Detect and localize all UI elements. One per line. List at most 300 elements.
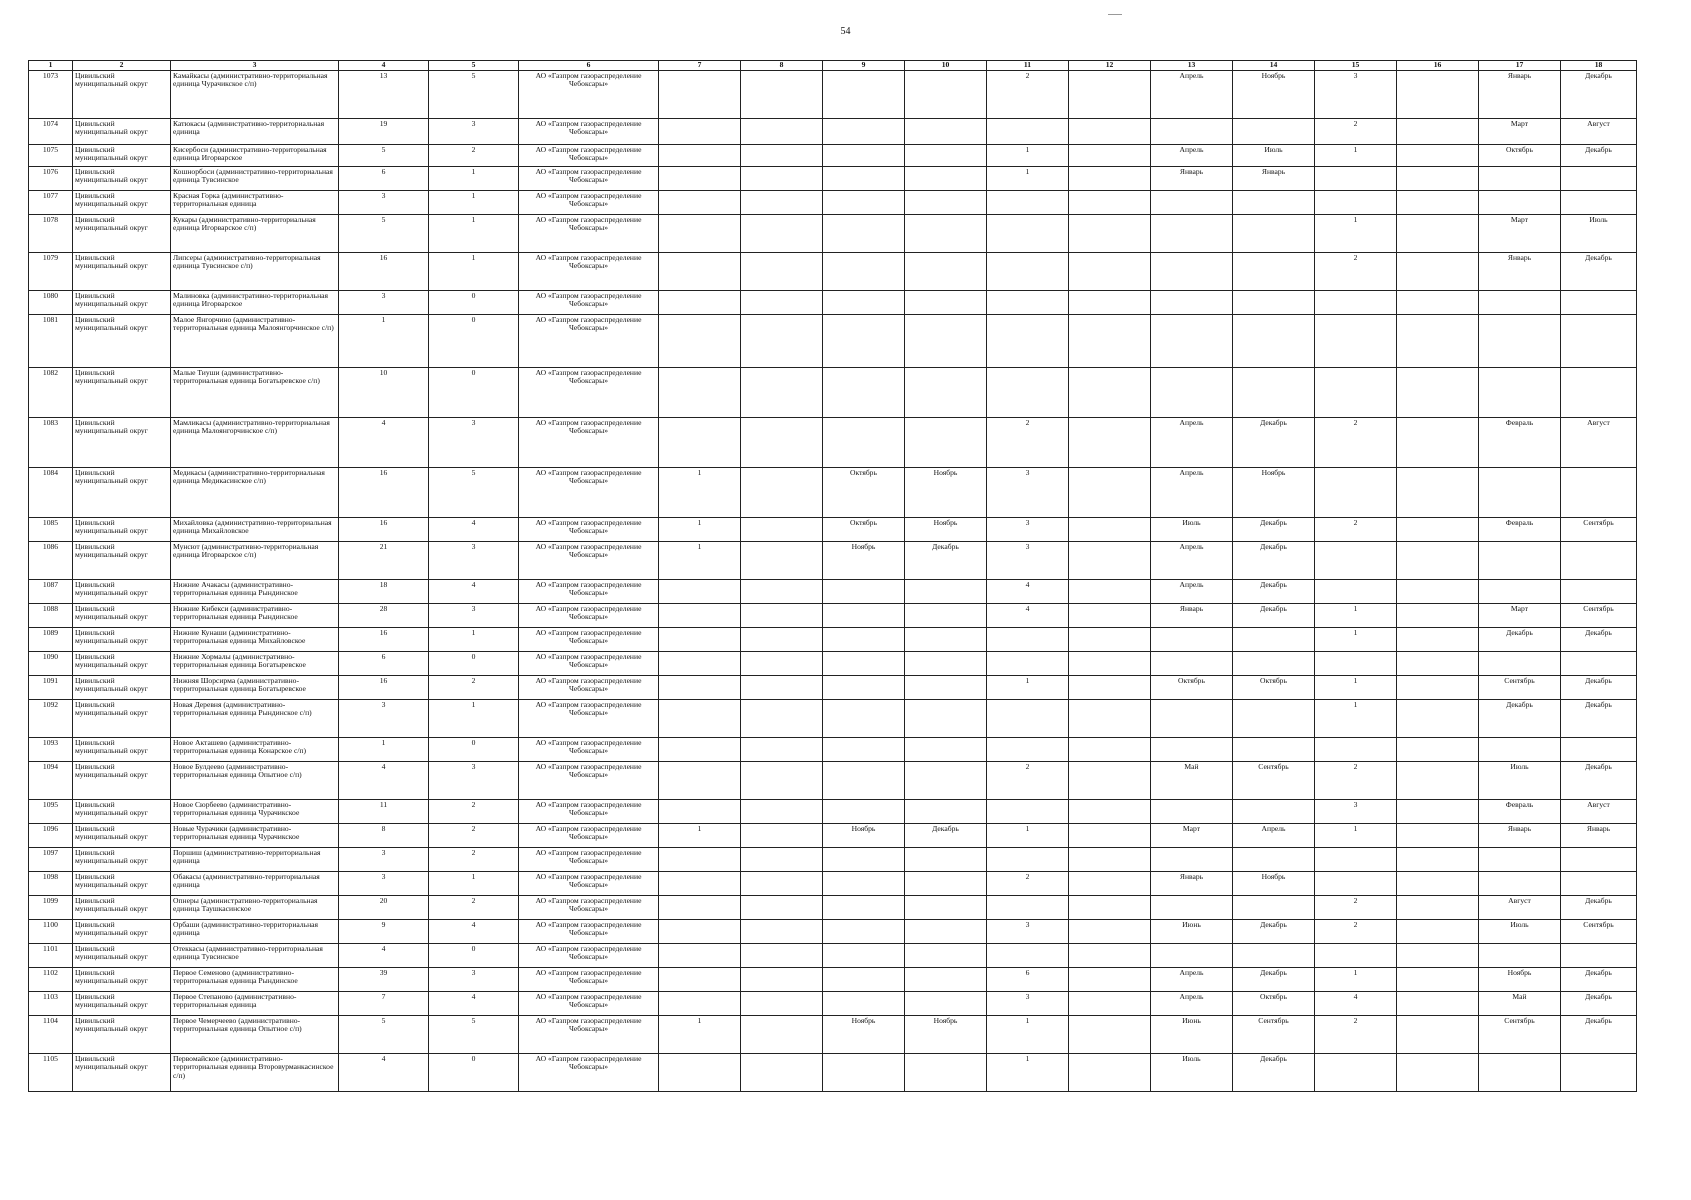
cell-col-12: [1069, 799, 1151, 823]
cell-col-14: Апрель: [1233, 823, 1315, 847]
cell-col-10: [905, 118, 987, 144]
cell-col-13: Апрель: [1151, 144, 1233, 166]
cell-col-16: [1397, 118, 1479, 144]
cell-col-4: 16: [339, 675, 429, 699]
cell-col-8: [741, 871, 823, 895]
cell-col-12: [1069, 541, 1151, 579]
cell-col-8: [741, 675, 823, 699]
cell-col-11: [987, 118, 1069, 144]
cell-col-17: [1479, 847, 1561, 871]
cell-col-12: [1069, 118, 1151, 144]
cell-col-14: Июль: [1233, 144, 1315, 166]
cell-col-12: [1069, 1053, 1151, 1091]
cell-col-10: [905, 871, 987, 895]
cell-col-3: Нижние Кибекси (административно-территориальная единица Рындинское: [171, 603, 339, 627]
cell-col-18: Декабрь: [1561, 675, 1637, 699]
cell-col-12: [1069, 823, 1151, 847]
cell-col-13: Апрель: [1151, 417, 1233, 467]
cell-col-14: [1233, 290, 1315, 314]
cell-col-16: [1397, 166, 1479, 190]
cell-col-10: Декабрь: [905, 823, 987, 847]
cell-col-13: Январь: [1151, 603, 1233, 627]
cell-col-4: 5: [339, 144, 429, 166]
cell-col-11: 2: [987, 871, 1069, 895]
cell-col-9: [823, 190, 905, 214]
cell-col-6: АО «Газпром газораспределение Чебоксары»: [519, 1015, 659, 1053]
cell-col-13: [1151, 737, 1233, 761]
cell-col-3: Кукары (административно-территориальная единица Игорварское с/п): [171, 214, 339, 252]
cell-col-4: 4: [339, 943, 429, 967]
cell-col-3: Обакасы (административно-территориальная единица: [171, 871, 339, 895]
cell-col-11: [987, 290, 1069, 314]
table-row: [29, 823, 1637, 847]
cell-col-16: [1397, 603, 1479, 627]
table-row: [29, 118, 1637, 144]
cell-col-8: [741, 290, 823, 314]
cell-col-17: Ноябрь: [1479, 967, 1561, 991]
cell-col-14: Ноябрь: [1233, 871, 1315, 895]
cell-col-6: АО «Газпром газораспределение Чебоксары»: [519, 190, 659, 214]
cell-col-13: [1151, 627, 1233, 651]
cell-col-8: [741, 1015, 823, 1053]
cell-col-8: [741, 943, 823, 967]
cell-col-3: Первое Чемерчеево (административно-территориальная единица Опытное с/п): [171, 1015, 339, 1053]
cell-col-18: [1561, 737, 1637, 761]
cell-col-2: Цивильский муниципальный округ: [73, 991, 171, 1015]
cell-col-10: [905, 417, 987, 467]
cell-col-17: [1479, 190, 1561, 214]
cell-col-18: Июль: [1561, 214, 1637, 252]
cell-col-5: 1: [429, 627, 519, 651]
cell-col-9: [823, 1053, 905, 1091]
cell-col-7: [659, 627, 741, 651]
cell-col-8: [741, 314, 823, 367]
cell-col-15: 1: [1315, 699, 1397, 737]
cell-col-11: 3: [987, 517, 1069, 541]
cell-col-4: 10: [339, 367, 429, 417]
cell-col-17: [1479, 541, 1561, 579]
cell-col-1: 1090: [29, 651, 73, 675]
cell-col-1: 1081: [29, 314, 73, 367]
cell-col-10: [905, 737, 987, 761]
cell-col-13: Июль: [1151, 1053, 1233, 1091]
cell-col-14: [1233, 627, 1315, 651]
cell-col-15: 2: [1315, 1015, 1397, 1053]
column-header-10: 10: [905, 61, 987, 71]
cell-col-1: 1095: [29, 799, 73, 823]
table-row: [29, 699, 1637, 737]
cell-col-7: [659, 118, 741, 144]
cell-col-5: 4: [429, 579, 519, 603]
cell-col-5: 2: [429, 799, 519, 823]
cell-col-14: Ноябрь: [1233, 70, 1315, 118]
cell-col-2: Цивильский муниципальный округ: [73, 1053, 171, 1091]
cell-col-12: [1069, 895, 1151, 919]
cell-col-11: 1: [987, 823, 1069, 847]
cell-col-14: [1233, 895, 1315, 919]
cell-col-6: АО «Газпром газораспределение Чебоксары»: [519, 517, 659, 541]
cell-col-15: 2: [1315, 919, 1397, 943]
cell-col-17: [1479, 367, 1561, 417]
cell-col-9: [823, 799, 905, 823]
cell-col-11: 4: [987, 579, 1069, 603]
cell-col-18: Декабрь: [1561, 627, 1637, 651]
cell-col-8: [741, 761, 823, 799]
table-row: [29, 675, 1637, 699]
cell-col-18: [1561, 314, 1637, 367]
cell-col-14: [1233, 118, 1315, 144]
cell-col-5: 0: [429, 737, 519, 761]
column-header-5: 5: [429, 61, 519, 71]
cell-col-17: Март: [1479, 603, 1561, 627]
cell-col-2: Цивильский муниципальный округ: [73, 823, 171, 847]
cell-col-4: 39: [339, 967, 429, 991]
cell-col-11: [987, 314, 1069, 367]
cell-col-1: 1077: [29, 190, 73, 214]
cell-col-3: Медикасы (административно-территориальная единица Медикасинское с/п): [171, 467, 339, 517]
cell-col-6: АО «Газпром газораспределение Чебоксары»: [519, 314, 659, 367]
cell-col-5: 5: [429, 467, 519, 517]
cell-col-7: [659, 761, 741, 799]
cell-col-9: [823, 943, 905, 967]
cell-col-13: Апрель: [1151, 967, 1233, 991]
cell-col-14: Ноябрь: [1233, 467, 1315, 517]
table-body: [29, 70, 1637, 1091]
column-header-13: 13: [1151, 61, 1233, 71]
column-header-1: 1: [29, 61, 73, 71]
cell-col-4: 7: [339, 991, 429, 1015]
cell-col-13: [1151, 699, 1233, 737]
cell-col-4: 6: [339, 166, 429, 190]
table-row: [29, 314, 1637, 367]
header-row: [29, 61, 1637, 71]
table-row: [29, 70, 1637, 118]
cell-col-17: [1479, 651, 1561, 675]
cell-col-14: Декабрь: [1233, 517, 1315, 541]
cell-col-14: Декабрь: [1233, 417, 1315, 467]
column-header-3: 3: [171, 61, 339, 71]
cell-col-15: 1: [1315, 603, 1397, 627]
cell-col-13: Апрель: [1151, 991, 1233, 1015]
cell-col-5: 1: [429, 214, 519, 252]
cell-col-13: [1151, 847, 1233, 871]
cell-col-6: АО «Газпром газораспределение Чебоксары»: [519, 290, 659, 314]
cell-col-6: АО «Газпром газораспределение Чебоксары»: [519, 367, 659, 417]
cell-col-15: 1: [1315, 967, 1397, 991]
cell-col-6: АО «Газпром газораспределение Чебоксары»: [519, 70, 659, 118]
cell-col-15: 3: [1315, 799, 1397, 823]
cell-col-12: [1069, 871, 1151, 895]
cell-col-13: [1151, 214, 1233, 252]
cell-col-14: [1233, 699, 1315, 737]
cell-col-3: Малое Янгорчино (административно-территориальная единица Малоянгорчинское с/п): [171, 314, 339, 367]
cell-col-16: [1397, 991, 1479, 1015]
cell-col-12: [1069, 467, 1151, 517]
cell-col-4: 19: [339, 118, 429, 144]
cell-col-13: [1151, 367, 1233, 417]
cell-col-5: 3: [429, 761, 519, 799]
table-row: [29, 579, 1637, 603]
cell-col-12: [1069, 252, 1151, 290]
cell-col-4: 6: [339, 651, 429, 675]
cell-col-7: [659, 871, 741, 895]
cell-col-15: 3: [1315, 70, 1397, 118]
cell-col-1: 1088: [29, 603, 73, 627]
cell-col-7: [659, 991, 741, 1015]
cell-col-11: 6: [987, 967, 1069, 991]
cell-col-11: 1: [987, 1053, 1069, 1091]
cell-col-8: [741, 1053, 823, 1091]
cell-col-14: Январь: [1233, 166, 1315, 190]
cell-col-13: Апрель: [1151, 579, 1233, 603]
cell-col-15: 2: [1315, 761, 1397, 799]
cell-col-16: [1397, 737, 1479, 761]
cell-col-11: 3: [987, 991, 1069, 1015]
cell-col-10: [905, 314, 987, 367]
cell-col-6: АО «Газпром газораспределение Чебоксары»: [519, 847, 659, 871]
cell-col-18: [1561, 847, 1637, 871]
table-row: [29, 847, 1637, 871]
cell-col-15: 1: [1315, 823, 1397, 847]
cell-col-2: Цивильский муниципальный округ: [73, 118, 171, 144]
cell-col-16: [1397, 627, 1479, 651]
cell-col-4: 4: [339, 761, 429, 799]
cell-col-6: АО «Газпром газораспределение Чебоксары»: [519, 417, 659, 467]
cell-col-11: [987, 699, 1069, 737]
cell-col-16: [1397, 871, 1479, 895]
cell-col-5: 5: [429, 70, 519, 118]
cell-col-8: [741, 70, 823, 118]
cell-col-8: [741, 737, 823, 761]
top-mark: [1108, 14, 1122, 15]
cell-col-1: 1075: [29, 144, 73, 166]
cell-col-12: [1069, 847, 1151, 871]
cell-col-13: Июнь: [1151, 919, 1233, 943]
cell-col-16: [1397, 967, 1479, 991]
cell-col-1: 1104: [29, 1015, 73, 1053]
cell-col-6: АО «Газпром газораспределение Чебоксары»: [519, 967, 659, 991]
cell-col-12: [1069, 737, 1151, 761]
cell-col-18: Август: [1561, 799, 1637, 823]
cell-col-13: [1151, 895, 1233, 919]
cell-col-2: Цивильский муниципальный округ: [73, 603, 171, 627]
cell-col-9: [823, 991, 905, 1015]
cell-col-15: [1315, 190, 1397, 214]
cell-col-2: Цивильский муниципальный округ: [73, 1015, 171, 1053]
cell-col-15: [1315, 467, 1397, 517]
cell-col-17: Май: [1479, 991, 1561, 1015]
cell-col-13: Апрель: [1151, 541, 1233, 579]
cell-col-17: Август: [1479, 895, 1561, 919]
cell-col-13: Май: [1151, 761, 1233, 799]
cell-col-18: [1561, 541, 1637, 579]
cell-col-9: [823, 290, 905, 314]
cell-col-11: [987, 214, 1069, 252]
cell-col-9: [823, 367, 905, 417]
cell-col-12: [1069, 290, 1151, 314]
cell-col-10: [905, 290, 987, 314]
cell-col-11: 1: [987, 166, 1069, 190]
cell-col-16: [1397, 799, 1479, 823]
cell-col-15: 2: [1315, 118, 1397, 144]
cell-col-17: [1479, 467, 1561, 517]
cell-col-2: Цивильский муниципальный округ: [73, 967, 171, 991]
cell-col-7: 1: [659, 541, 741, 579]
cell-col-9: [823, 118, 905, 144]
cell-col-4: 1: [339, 737, 429, 761]
column-header-6: 6: [519, 61, 659, 71]
cell-col-2: Цивильский муниципальный округ: [73, 541, 171, 579]
cell-col-6: АО «Газпром газораспределение Чебоксары»: [519, 799, 659, 823]
cell-col-11: 3: [987, 467, 1069, 517]
cell-col-4: 4: [339, 417, 429, 467]
cell-col-3: Михайловка (административно-территориальная единица Михайловское: [171, 517, 339, 541]
cell-col-8: [741, 252, 823, 290]
cell-col-11: [987, 252, 1069, 290]
table-row: [29, 367, 1637, 417]
cell-col-9: [823, 417, 905, 467]
cell-col-15: 2: [1315, 252, 1397, 290]
table-row: [29, 627, 1637, 651]
cell-col-4: 3: [339, 699, 429, 737]
cell-col-9: [823, 579, 905, 603]
cell-col-6: АО «Газпром газораспределение Чебоксары»: [519, 943, 659, 967]
cell-col-8: [741, 847, 823, 871]
cell-col-10: [905, 967, 987, 991]
cell-col-8: [741, 627, 823, 651]
cell-col-1: 1085: [29, 517, 73, 541]
cell-col-6: АО «Газпром газораспределение Чебоксары»: [519, 737, 659, 761]
cell-col-17: [1479, 314, 1561, 367]
cell-col-2: Цивильский муниципальный округ: [73, 144, 171, 166]
cell-col-17: Январь: [1479, 823, 1561, 847]
cell-col-14: [1233, 651, 1315, 675]
cell-col-9: Ноябрь: [823, 541, 905, 579]
cell-col-5: 5: [429, 1015, 519, 1053]
cell-col-17: [1479, 290, 1561, 314]
cell-col-18: [1561, 579, 1637, 603]
cell-col-12: [1069, 991, 1151, 1015]
cell-col-1: 1099: [29, 895, 73, 919]
cell-col-1: 1087: [29, 579, 73, 603]
cell-col-17: Июль: [1479, 919, 1561, 943]
cell-col-5: 4: [429, 517, 519, 541]
cell-col-13: [1151, 118, 1233, 144]
cell-col-10: [905, 70, 987, 118]
cell-col-9: [823, 675, 905, 699]
cell-col-6: АО «Газпром газораспределение Чебоксары»: [519, 118, 659, 144]
cell-col-10: [905, 144, 987, 166]
cell-col-17: [1479, 166, 1561, 190]
cell-col-16: [1397, 517, 1479, 541]
cell-col-18: [1561, 651, 1637, 675]
cell-col-11: [987, 799, 1069, 823]
cell-col-16: [1397, 144, 1479, 166]
column-header-4: 4: [339, 61, 429, 71]
cell-col-3: Поршиш (административно-территориальная единица: [171, 847, 339, 871]
cell-col-15: [1315, 943, 1397, 967]
cell-col-15: 2: [1315, 417, 1397, 467]
cell-col-16: [1397, 1053, 1479, 1091]
cell-col-9: [823, 967, 905, 991]
cell-col-8: [741, 823, 823, 847]
cell-col-12: [1069, 675, 1151, 699]
cell-col-8: [741, 799, 823, 823]
cell-col-12: [1069, 214, 1151, 252]
cell-col-8: [741, 166, 823, 190]
cell-col-15: [1315, 871, 1397, 895]
cell-col-17: [1479, 737, 1561, 761]
cell-col-1: 1102: [29, 967, 73, 991]
cell-col-6: АО «Газпром газораспределение Чебоксары»: [519, 467, 659, 517]
cell-col-5: 3: [429, 417, 519, 467]
cell-col-16: [1397, 675, 1479, 699]
cell-col-12: [1069, 651, 1151, 675]
cell-col-1: 1086: [29, 541, 73, 579]
cell-col-16: [1397, 290, 1479, 314]
cell-col-9: Ноябрь: [823, 1015, 905, 1053]
cell-col-9: [823, 699, 905, 737]
cell-col-11: 2: [987, 761, 1069, 799]
cell-col-3: Нижние Ачакасы (административно-территориальная единица Рындинское: [171, 579, 339, 603]
cell-col-1: 1076: [29, 166, 73, 190]
column-header-12: 12: [1069, 61, 1151, 71]
cell-col-6: АО «Газпром газораспределение Чебоксары»: [519, 699, 659, 737]
cell-col-7: [659, 190, 741, 214]
cell-col-12: [1069, 517, 1151, 541]
cell-col-2: Цивильский муниципальный округ: [73, 417, 171, 467]
cell-col-17: [1479, 943, 1561, 967]
cell-col-9: [823, 166, 905, 190]
cell-col-5: 0: [429, 314, 519, 367]
cell-col-15: 1: [1315, 144, 1397, 166]
cell-col-15: 1: [1315, 627, 1397, 651]
cell-col-5: 2: [429, 823, 519, 847]
table-row: [29, 166, 1637, 190]
cell-col-16: [1397, 847, 1479, 871]
cell-col-11: [987, 737, 1069, 761]
cell-col-3: Новое Сюрбеево (административно-территориальная единица Чурачикское: [171, 799, 339, 823]
cell-col-5: 0: [429, 367, 519, 417]
cell-col-2: Цивильский муниципальный округ: [73, 190, 171, 214]
cell-col-1: 1096: [29, 823, 73, 847]
cell-col-6: АО «Газпром газораспределение Чебоксары»: [519, 166, 659, 190]
cell-col-14: [1233, 190, 1315, 214]
cell-col-4: 3: [339, 871, 429, 895]
cell-col-18: [1561, 290, 1637, 314]
cell-col-15: [1315, 367, 1397, 417]
cell-col-4: 5: [339, 1015, 429, 1053]
cell-col-11: [987, 895, 1069, 919]
table-row: [29, 799, 1637, 823]
cell-col-13: Июль: [1151, 517, 1233, 541]
cell-col-15: 4: [1315, 991, 1397, 1015]
cell-col-5: 4: [429, 919, 519, 943]
cell-col-5: 0: [429, 943, 519, 967]
cell-col-16: [1397, 417, 1479, 467]
cell-col-11: 3: [987, 919, 1069, 943]
cell-col-12: [1069, 144, 1151, 166]
cell-col-14: Декабрь: [1233, 967, 1315, 991]
cell-col-5: 0: [429, 651, 519, 675]
cell-col-18: [1561, 871, 1637, 895]
cell-col-17: Февраль: [1479, 417, 1561, 467]
table-row: [29, 991, 1637, 1015]
cell-col-14: Сентябрь: [1233, 1015, 1315, 1053]
cell-col-6: АО «Газпром газораспределение Чебоксары»: [519, 761, 659, 799]
cell-col-8: [741, 144, 823, 166]
cell-col-5: 4: [429, 991, 519, 1015]
